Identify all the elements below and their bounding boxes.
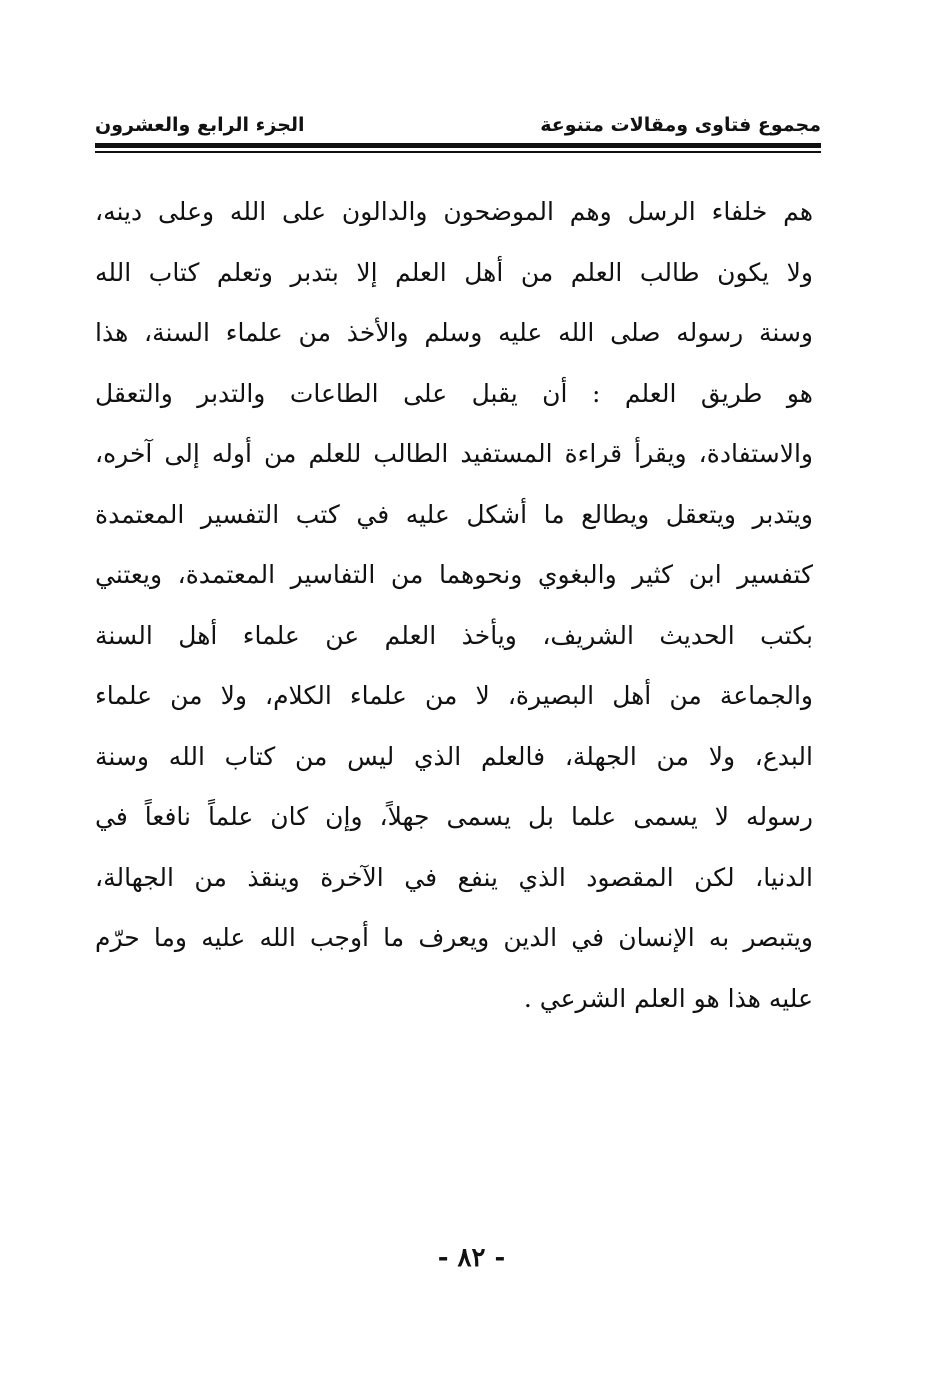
text-line: عليه هذا هو العلم الشرعي .	[523, 983, 813, 1013]
text-line: بكتب الحديث الشريف، ويأخذ العلم عن علماء أهل السنة	[95, 620, 813, 650]
header-rule-thick	[95, 143, 821, 148]
book-title: مجموع فتاوى ومقالات متنوعة	[540, 114, 821, 136]
body-text	[95, 182, 813, 1029]
text-line: كتفسير ابن كثير والبغوي ونحوهما من التفاسير المعتمدة، ويعتني	[95, 560, 813, 589]
text-line: والاستفادة، ويقرأ قراءة المستفيد الطالب للعلم من أوله إلى آخره،	[95, 439, 813, 468]
text-line: هم خلفاء الرسل وهم الموضحون والدالون على الله وعلى دينه،	[95, 197, 813, 226]
running-header	[95, 100, 821, 136]
page-number: - ٨٢ -	[437, 1243, 506, 1273]
text-line: الدنيا، لكن المقصود الذي ينفع في الآخرة وينقذ من الجهالة،	[95, 862, 813, 892]
volume-label: الجزء الرابع والعشرون	[95, 114, 305, 136]
text-line: هو طريق العلم : أن يقبل على الطاعات والتدبر والتعقل	[95, 378, 813, 408]
text-line: ويتدبر ويتعقل ويطالع ما أشكل عليه في كتب التفسير المعتمدة	[95, 499, 813, 529]
text-line: رسوله لا يسمى علما بل يسمى جهلاً، وإن كان علماً نافعاً في	[95, 802, 813, 831]
text-line: ويتبصر به الإنسان في الدين ويعرف ما أوجب الله عليه وما حرّم	[95, 923, 813, 952]
text-line: والجماعة من أهل البصيرة، لا من علماء الكلام، ولا من علماء	[95, 681, 813, 710]
text-line: البدع، ولا من الجهلة، فالعلم الذي ليس من كتاب الله وسنة	[95, 741, 813, 771]
header-rule-thin	[95, 151, 821, 153]
text-line: وسنة رسوله صلى الله عليه وسلم والأخذ من علماء السنة، هذا	[95, 318, 813, 347]
text-line: ولا يكون طالب العلم من أهل العلم إلا بتدبر وتعلم كتاب الله	[95, 257, 813, 287]
